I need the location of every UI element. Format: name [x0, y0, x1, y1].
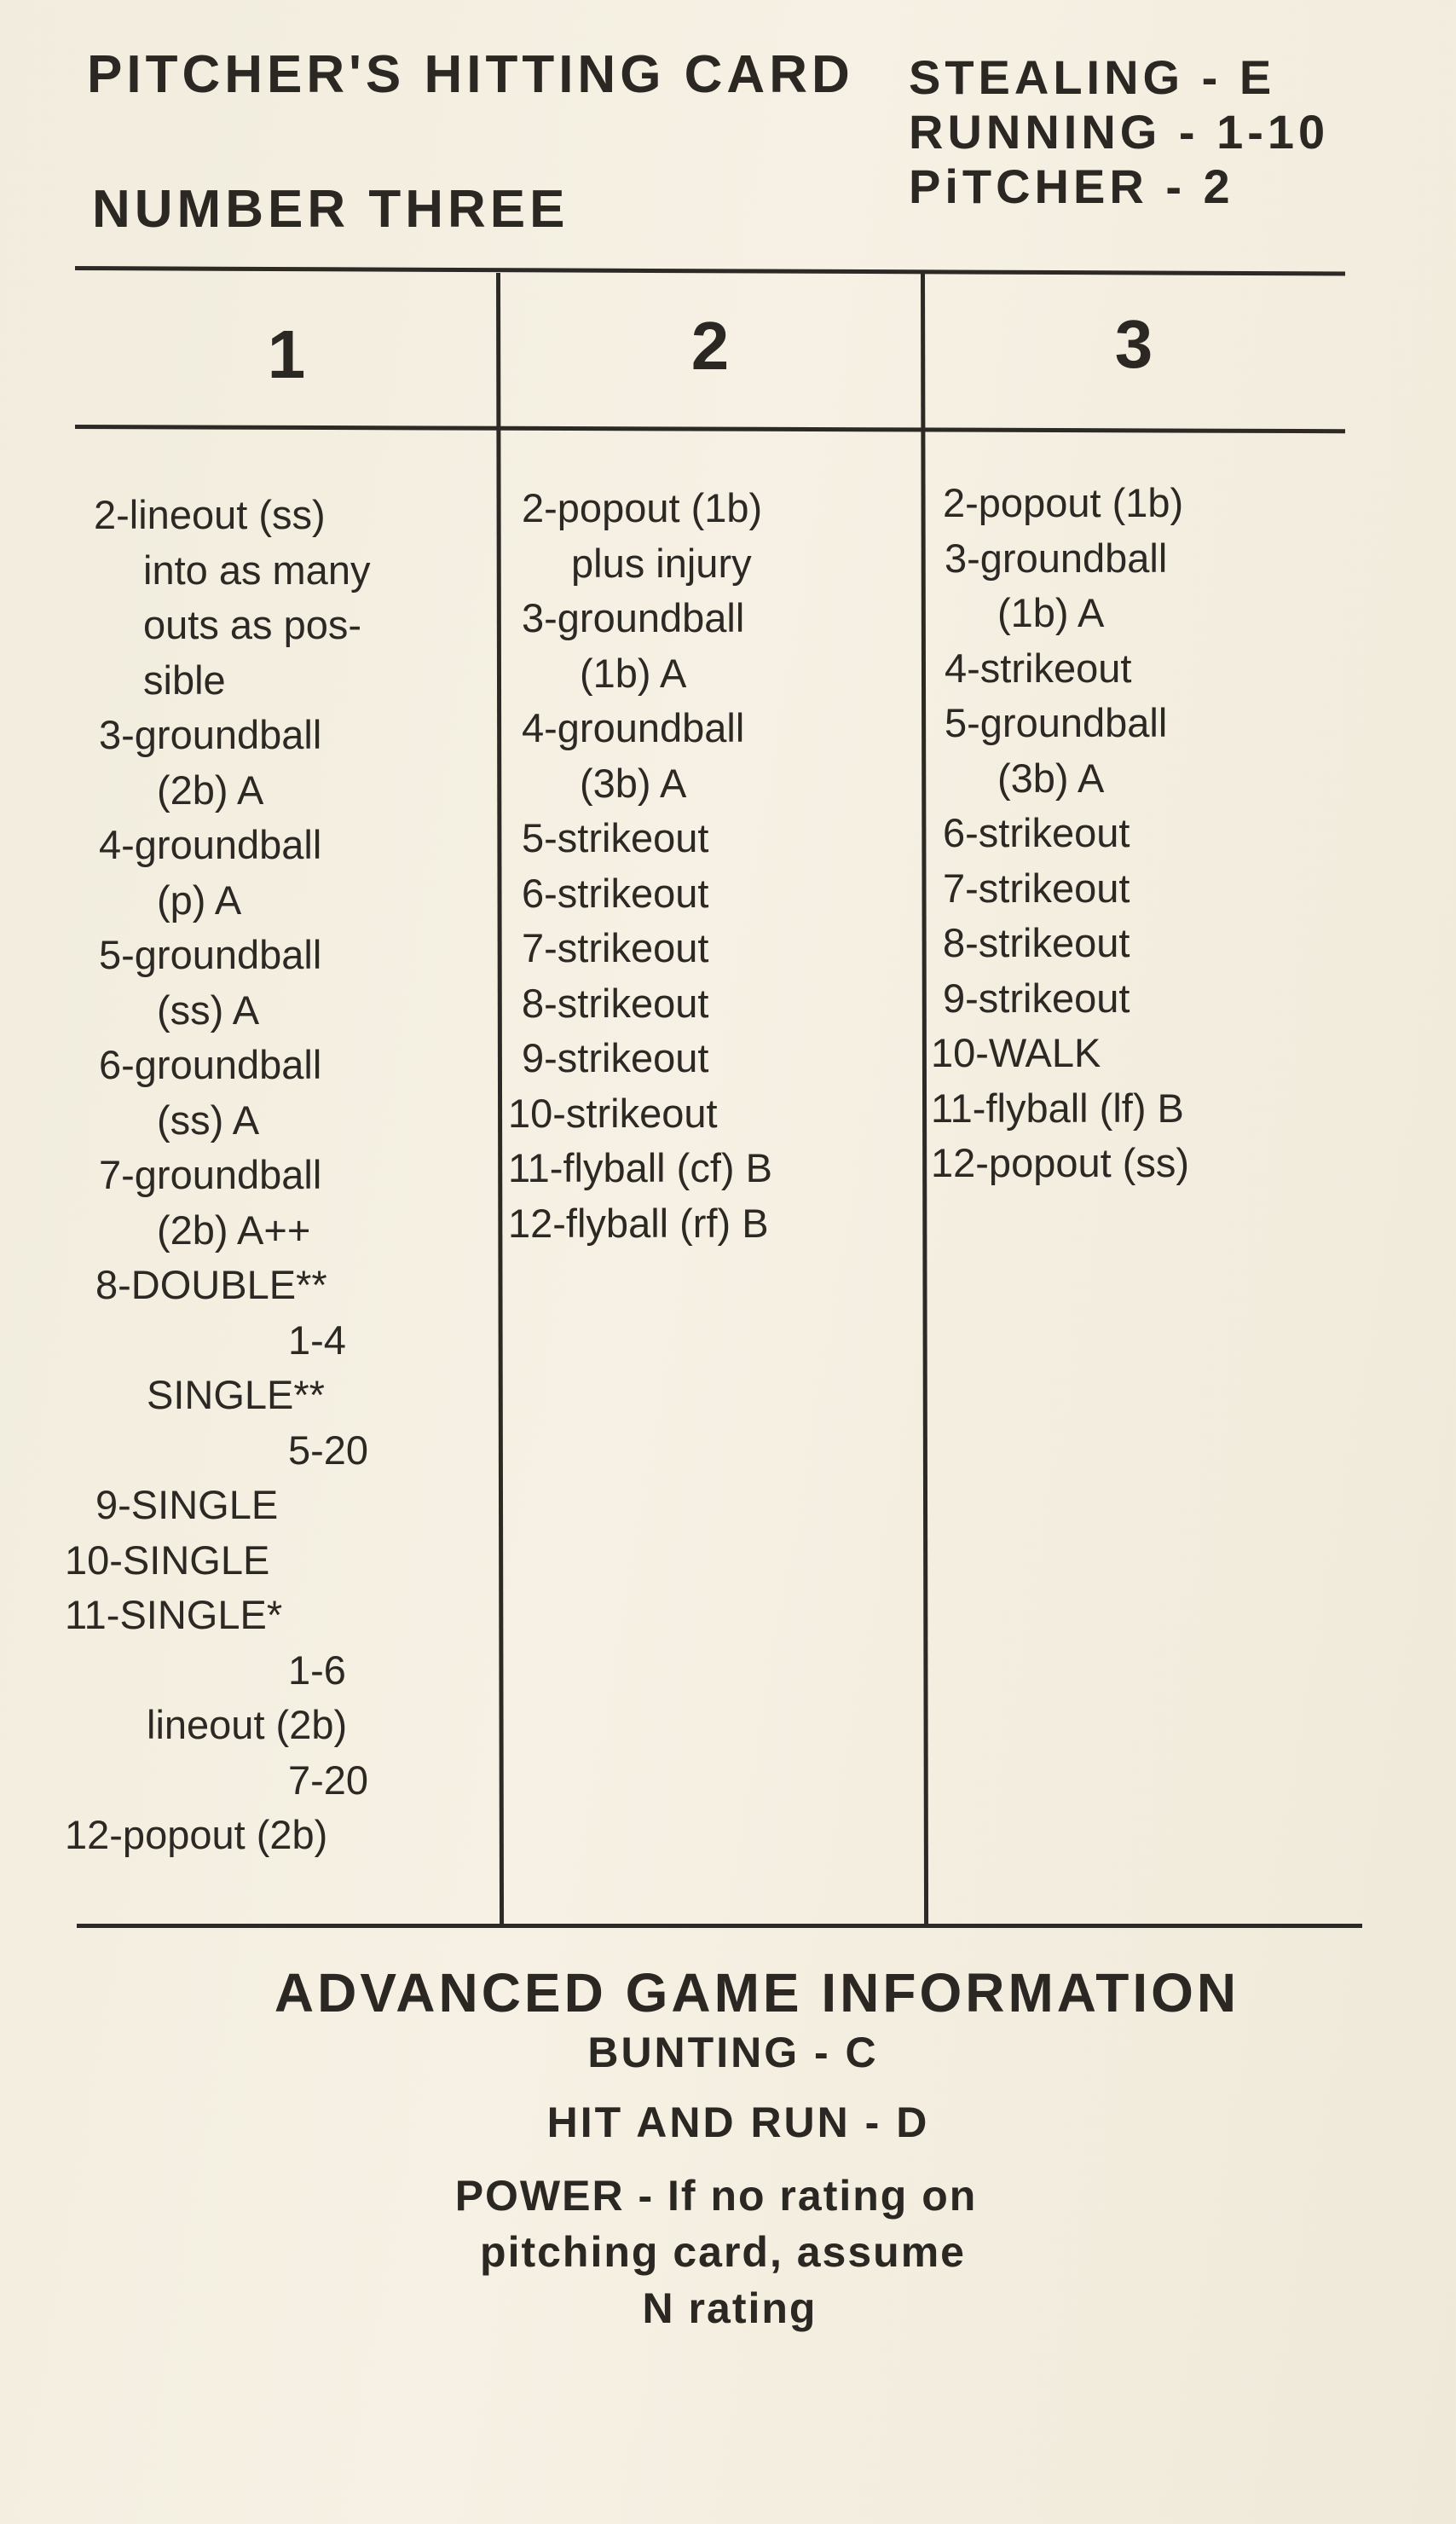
- result-line: (ss) A: [157, 987, 260, 1033]
- column-2-results: [508, 481, 922, 1251]
- column-3-results: [931, 476, 1352, 1191]
- pitcher-rating: PiTCHER - 2: [909, 159, 1234, 213]
- result-line: 3-groundball: [522, 595, 745, 640]
- result-line: (p) A: [157, 877, 242, 923]
- result-line: (1b) A: [580, 650, 687, 696]
- result-line: (3b) A: [580, 760, 687, 806]
- result-line: 11-flyball (cf) B: [508, 1145, 772, 1190]
- result-line: 11-flyball (lf) B: [931, 1085, 1184, 1131]
- result-line: sible: [143, 657, 226, 703]
- hit-and-run-rating: HIT AND RUN - D: [546, 2099, 930, 2146]
- table-top-rule: [75, 266, 1345, 276]
- result-line: 5-groundball: [99, 932, 322, 977]
- card-subtitle: NUMBER THREE: [92, 180, 569, 239]
- result-line: 2-popout (1b): [943, 480, 1184, 525]
- result-line: 8-DOUBLE**: [95, 1262, 327, 1307]
- result-line: 10-SINGLE: [65, 1537, 270, 1583]
- result-line: 6-strikeout: [943, 810, 1130, 855]
- result-line: 9-SINGLE: [95, 1482, 279, 1527]
- column-heading-3: 3: [1114, 306, 1153, 382]
- result-line: 7-groundball: [99, 1152, 322, 1197]
- card-title: PITCHER'S HITTING CARD: [87, 45, 854, 104]
- result-line: 2-popout (1b): [522, 485, 763, 530]
- table-bottom-rule: [77, 1924, 1362, 1928]
- result-line: 6-strikeout: [522, 870, 709, 916]
- result-line: 10-strikeout: [508, 1090, 718, 1136]
- result-line: 1-6: [288, 1647, 346, 1693]
- result-line: 5-groundball: [945, 700, 1168, 745]
- result-line: (ss) A: [157, 1097, 260, 1143]
- stealing-rating: STEALING - E: [909, 50, 1276, 104]
- result-line: 4-groundball: [99, 822, 322, 867]
- result-line: SINGLE**: [147, 1372, 325, 1417]
- result-line: (2b) A++: [157, 1207, 311, 1253]
- running-rating: RUNNING - 1-10: [909, 105, 1330, 159]
- column-1-results: [65, 488, 494, 1863]
- result-line: into as many: [143, 547, 371, 593]
- result-line: (1b) A: [997, 590, 1105, 635]
- result-line: (2b) A: [157, 767, 264, 813]
- column-heading-1: 1: [267, 316, 306, 392]
- result-line: 12-popout (2b): [65, 1812, 328, 1857]
- result-line: 9-strikeout: [522, 1035, 709, 1080]
- result-line: 3-groundball: [99, 712, 322, 757]
- result-line: 2-lineout (ss): [94, 492, 326, 537]
- result-line: 3-groundball: [945, 535, 1168, 581]
- column-divider: [496, 273, 504, 1927]
- result-line: 4-groundball: [522, 705, 745, 750]
- result-line: 9-strikeout: [943, 975, 1130, 1021]
- result-line: 4-strikeout: [945, 645, 1132, 691]
- result-line: 7-strikeout: [943, 865, 1130, 911]
- table-header-rule: [75, 425, 1345, 433]
- result-line: (3b) A: [997, 755, 1105, 801]
- result-line: 10-WALK: [931, 1030, 1101, 1075]
- result-line: 12-flyball (rf) B: [508, 1200, 769, 1246]
- result-line: lineout (2b): [147, 1702, 348, 1747]
- result-line: 12-popout (ss): [931, 1140, 1190, 1185]
- advanced-info-title: ADVANCED GAME INFORMATION: [274, 1962, 1240, 2023]
- power-note-line: POWER - If no rating on: [454, 2172, 978, 2220]
- power-note-line: N rating: [642, 2284, 818, 2332]
- power-note-line: pitching card, assume: [480, 2228, 966, 2276]
- bunting-rating: BUNTING - C: [587, 2029, 879, 2076]
- result-line: 5-strikeout: [522, 815, 709, 860]
- result-line: 6-groundball: [99, 1042, 322, 1087]
- result-line: 7-strikeout: [522, 925, 709, 970]
- result-line: 5-20: [288, 1427, 369, 1473]
- result-line: 7-20: [288, 1757, 369, 1803]
- result-line: outs as pos-: [143, 602, 362, 647]
- result-line: 11-SINGLE*: [65, 1592, 283, 1637]
- result-line: 8-strikeout: [522, 980, 709, 1026]
- column-heading-2: 2: [690, 308, 730, 384]
- result-line: plus injury: [571, 540, 752, 586]
- result-line: 1-4: [288, 1317, 346, 1363]
- result-line: 8-strikeout: [943, 920, 1130, 965]
